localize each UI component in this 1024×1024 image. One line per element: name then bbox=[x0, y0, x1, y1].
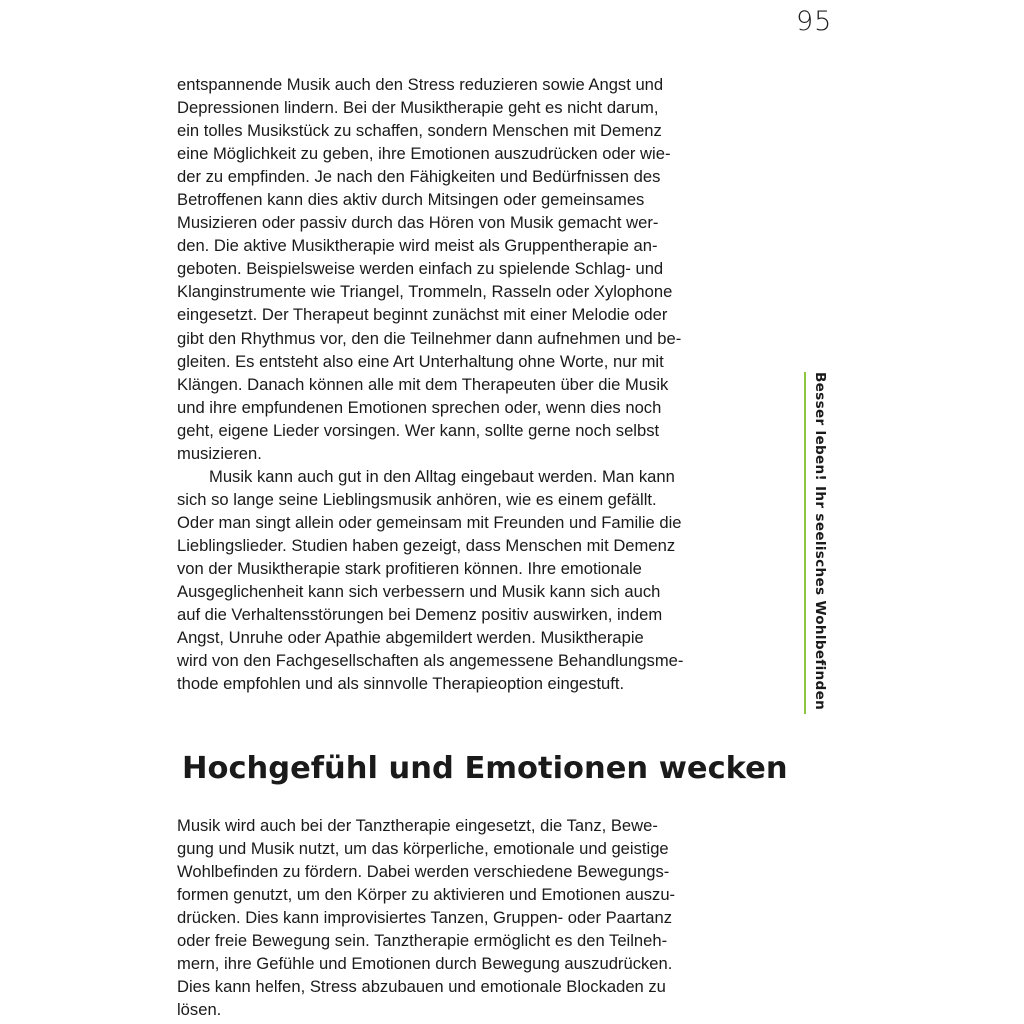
text-line: Musizieren oder passiv durch das Hören von Musik gemacht wer- bbox=[177, 213, 659, 233]
text-line: Dies kann helfen, Stress abzubauen und emotionale Blockaden zu bbox=[177, 977, 666, 997]
text-line: von der Musiktherapie stark profitieren können. Ihre emotionale bbox=[177, 558, 642, 578]
text-line: Wohlbefinden zu fördern. Dabei werden verschiedene Bewegungs- bbox=[177, 862, 670, 882]
text-line: Betroffenen kann dies aktiv durch Mitsingen oder gemeinsames bbox=[177, 190, 645, 210]
text-line: mern, ihre Gefühle und Emotionen durch Bewegung auszudrücken. bbox=[177, 954, 673, 974]
body-text-block-2 bbox=[177, 814, 743, 1021]
text-line: Lieblingslieder. Studien haben gezeigt, dass Menschen mit Demenz bbox=[177, 535, 676, 555]
chapter-side-tab-label: Besser leben! Ihr seelisches Wohlbefinden bbox=[812, 372, 828, 711]
text-line: oder freie Bewegung sein. Tanztherapie ermöglicht es den Teilneh- bbox=[177, 931, 668, 951]
text-line: gibt den Rhythmus vor, den die Teilnehmer dann aufnehmen und be- bbox=[177, 328, 682, 348]
section-heading: Hochgefühl und Emotionen wecken bbox=[182, 751, 788, 786]
page-number: 95 bbox=[796, 6, 833, 37]
text-line: eingesetzt. Der Therapeut beginnt zunächst mit einer Melodie oder bbox=[177, 305, 668, 325]
text-line: wird von den Fachgesellschaften als angemessene Behandlungsme- bbox=[177, 651, 684, 671]
text-line: Klängen. Danach können alle mit dem Therapeuten über die Musik bbox=[177, 374, 669, 394]
text-line: und ihre empfundenen Emotionen sprechen oder, wenn dies noch bbox=[177, 397, 662, 417]
text-line: Ausgeglichenheit kann sich verbessern und Musik kann sich auch bbox=[177, 582, 661, 602]
text-line: gung und Musik nutzt, um das körperliche, emotionale und geistige bbox=[177, 839, 669, 859]
text-line: musizieren. bbox=[177, 443, 262, 463]
text-line: drücken. Dies kann improvisiertes Tanzen, Gruppen- oder Paartanz bbox=[177, 908, 672, 928]
text-line: ein tolles Musikstück zu schaffen, sondern Menschen mit Demenz bbox=[177, 121, 662, 141]
body-text-block-1 bbox=[177, 73, 743, 695]
chapter-side-tab bbox=[804, 372, 832, 714]
text-line: Depressionen lindern. Bei der Musiktherapie geht es nicht darum, bbox=[177, 98, 659, 118]
text-line: Angst, Unruhe oder Apathie abgemildert werden. Musiktherapie bbox=[177, 628, 644, 648]
text-line: der zu empfinden. Je nach den Fähigkeiten und Bedürfnissen des bbox=[177, 167, 661, 187]
text-line: den. Die aktive Musiktherapie wird meist als Gruppentherapie an- bbox=[177, 236, 658, 256]
text-line: entspannende Musik auch den Stress reduzieren sowie Angst und bbox=[177, 75, 664, 94]
text-line: lösen. bbox=[177, 1000, 222, 1020]
text-line: geht, eigene Lieder vorsingen. Wer kann, sollte gerne noch selbst bbox=[177, 420, 660, 440]
text-line: Klanginstrumente wie Triangel, Trommeln, Rasseln oder Xylophone bbox=[177, 282, 673, 302]
text-line: auf die Verhaltensstörungen bei Demenz positiv auswirken, indem bbox=[177, 605, 663, 625]
text-line: formen genutzt, um den Körper zu aktivieren und Emotionen auszu- bbox=[177, 885, 676, 905]
text-line: Oder man singt allein oder gemeinsam mit Freunden und Familie die bbox=[177, 512, 682, 532]
text-line: geboten. Beispielsweise werden einfach zu spielende Schlag- und bbox=[177, 259, 664, 279]
text-line: thode empfohlen und als sinnvolle Therapieoption eingestuft. bbox=[177, 674, 625, 694]
text-line: Musik wird auch bei der Tanztherapie eingesetzt, die Tanz, Bewe- bbox=[177, 816, 658, 835]
text-line: eine Möglichkeit zu geben, ihre Emotionen auszudrücken oder wie- bbox=[177, 144, 671, 164]
text-line: sich so lange seine Lieblingsmusik anhören, wie es einem gefällt. bbox=[177, 489, 657, 509]
text-line: gleiten. Es entsteht also eine Art Unterhaltung ohne Worte, nur mit bbox=[177, 351, 664, 371]
text-line-indented: Musik kann auch gut in den Alltag eingebaut werden. Man kann bbox=[209, 466, 675, 486]
